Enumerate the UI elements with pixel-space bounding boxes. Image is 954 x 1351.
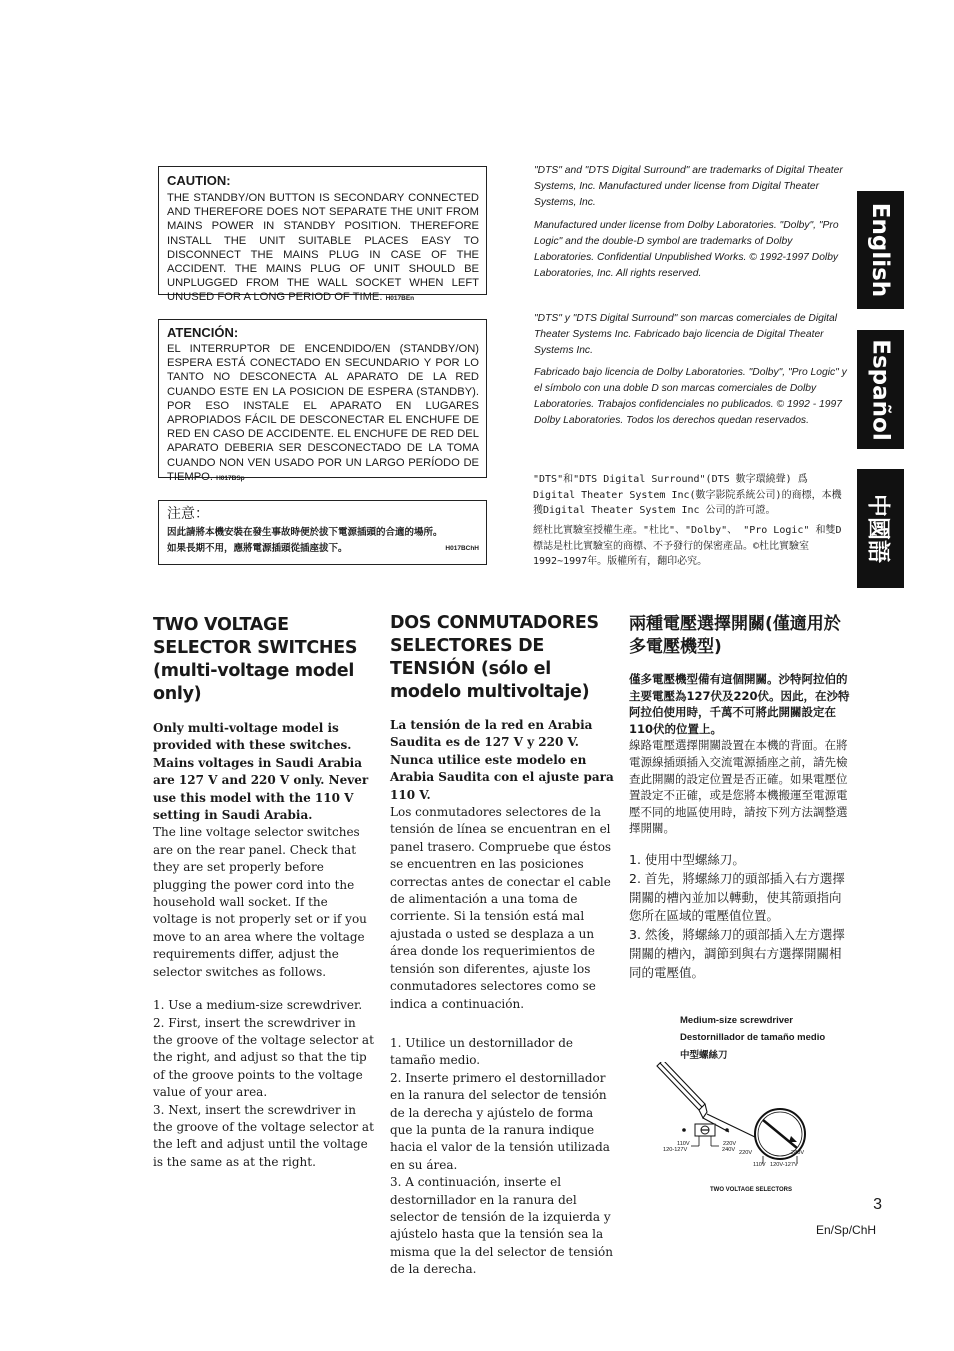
trademark-es-dolby: Fabricado bajo licencia de Dolby Laboratories. "Dolby", "Pro Logic" y el símbolo con una doble D son marcas comerciales de Dolby Laboratories. Trabajos confidenciales no publicados. © 1992 - 1997 Dolby Laboratories. Todos los derechos quedan reservados. (534, 367, 847, 426)
atencion-code: H017BSp (216, 474, 245, 482)
trademark-en-dts: "DTS" and "DTS Digital Surround" are trademarks of Digital Theater Systems, Inc. Manufactured under license from Digital Theater Systems, Inc. (534, 165, 843, 208)
trademark-en-dolby: Manufactured under license from Dolby Laboratories. "Dolby", "Pro Logic" and the double-D symbol are trademarks of Dolby Laboratories. Confidential Unpublished Works. © 1992-1997 Dolby Laboratories, Inc. All rights reserved. (534, 220, 839, 279)
step-3: 3. Next, insert the screwdriver in the groove of the voltage selector at the left and adjust until the voltage is the same as at the right. (153, 1102, 374, 1169)
caution-box-english (158, 166, 487, 304)
caution-code: H017BEn (385, 295, 415, 303)
left-label-240: 240V (722, 1147, 736, 1153)
zh-caution-line2: 如果長期不用，應將電源插頭從插座拔下。 H017BChH (167, 541, 479, 557)
section-chinese-body: 線路電壓選擇開關設置在本機的背面。在將電源線插頭插入交流電源插座之前，請先檢查此開關的設定位置是否正確。如果電壓位置設定不正確，或是您將本機搬運至電源電壓不同的地區使用時，請按下列方法調整選擇開關。 (629, 738, 848, 836)
tab-espanol-label: Español (867, 338, 894, 441)
trademark-zh-dts: "DTS"和"DTS Digital Surround"(DTS 數字環繞聲) 爲 Digital Theater System Inc(數字影院系統公司)的商標，本機獲Digital Theater System Inc 公司的許可證。 (533, 474, 842, 516)
step-1: 1. Use a medium-size screwdriver. (153, 998, 363, 1013)
atencion-body: EL INTERRUPTOR DE ENCENDIDO/EN (STANDBY/ON) ESPERA ESTÁ CONECTADO EN SECUNDARIO Y POR LO TANTO NO DESCONECTA AL APARATO DE LA RED CUANDO ESTE EN LA POSICION DE ESPERA (STANDBY). POR ESO INSTALE EL APARATO EN LUGARES APROPIADOS FÁCIL DE DESCONECTAR EL ENCHUFE DE RED EN CASO DE ACCIDENTE. EL ENCHUFE DE RED DEL APARATO DEBERIA SER DESCONECTADO DE LA TOMA CUANDO NON VEN USADO POR UN LARGO PERÍODO DE TIEMPO. H017BSp (167, 343, 479, 483)
right-label-220: 220V (739, 1150, 753, 1156)
step-2: 2. First, insert the screwdriver in the groove of the voltage selector at the right, and adjust so that the tip of the groove points to the voltage value of your area. (153, 1015, 374, 1100)
figure-caption: TWO VOLTAGE SELECTORS (710, 1187, 793, 1193)
left-label-110: 110V (677, 1141, 690, 1147)
figure-caption-es: Destornillador de tamaño medio (680, 1032, 826, 1043)
right-label-120-127: 120V-127V (770, 1162, 798, 1168)
paso-2: 2. Inserte primero el destornillador en la ranura del selector de tensión de la derecha y ajústelo de forma que la punta de la ranura indique hacia el valor de la tensión utilizada en su área. (390, 1070, 610, 1172)
zh-caution-code: H017BChH (445, 545, 479, 552)
caution-title: CAUTION: (167, 173, 231, 188)
paso-3: 3. A continuación, inserte el destornillador en la ranura del selector de tensión de la izquierda y ajústelo hasta que la tensión sea la misma que la del selector de tensión de la derecha. (390, 1175, 614, 1277)
trademark-es-dts: "DTS" y "DTS Digital Surround" son marcas comerciales de Digital Theater Systems Inc. Fabricado bajo licencia de Digital Theater Systems Inc. (534, 313, 838, 356)
trademark-zh-dolby: 經杜比實驗室授權生產。"杜比"、"Dolby"、 "Pro Logic" 和雙D標誌是杜比實驗室的商標、不予發行的保密產品。©杜比實驗室1992~1997年。版權所有，翻印必究。 (533, 525, 842, 567)
caution-body: THE STANDBY/ON BUTTON IS SECONDARY CONNECTED AND THEREFORE DOES NOT SEPARATE THE UNIT FROM MAINS POWER IN STANDBY POSITION. THEREFORE INSTALL THE UNIT SUITABLE PLACES EASY TO DISCONNECT THE MAINS PLUG IN CASE OF THE ACCIDENT. THE MAINS PLUG OF UNIT SHOULD BE UNPLUGGED FROM THE WALL SOCKET WHEN LEFT UNUSED FOR A LONG PERIOD OF TIME. H017BEn (167, 192, 479, 304)
tab-english-label: English (867, 202, 894, 298)
left-label-220: 220V (723, 1141, 737, 1147)
figure-caption-en: Medium-size screwdriver (680, 1015, 793, 1026)
tab-chinese (857, 469, 904, 588)
right-label-240: 240V (791, 1150, 805, 1156)
page-language-code: En/Sp/ChH (816, 1223, 877, 1237)
section-spanish-body: Los conmutadores selectores de la tensión de línea se encuentran en el panel trasero. Compruebe que éstos se encuentren en las posiciones correctas antes de conectar el cable de alimentación a una toma de corriente. Si la tensión está mal ajustada o usted se desplaza a un área donde los requerimientos de tensión son diferentes, ajuste los conmutadores selectores como se indica a continuación. (390, 805, 612, 1011)
tab-espanol (857, 330, 904, 449)
zh-caution-title: 注意： (167, 506, 209, 522)
zh-step-2: 2. 首先，將螺絲刀的頭部插入右方選擇開關的槽內並加以轉動，使其箭頭指向您所在區域的電壓值位置。 (629, 870, 845, 924)
section-chinese-lead: 僅多電壓機型備有這個開關。沙特阿拉伯的主要電壓為127伏及220伏。因此，在沙特阿拉伯使用時，千萬不可將此開關設定在110伏的位置上。 (629, 672, 850, 736)
right-label-110: 110V (753, 1162, 766, 1168)
section-chinese (629, 613, 851, 983)
voltage-selector-diagram (655, 1062, 845, 1197)
section-english-heading: TWO VOLTAGE SELECTOR SWITCHES (multi-voltage model only) (153, 615, 358, 704)
zh-caution-line1: 因此請將本機安裝在發生事故時便於拔下電源插頭的合適的場所。 (167, 527, 443, 538)
atencion-title: ATENCIÓN: (167, 325, 239, 340)
tab-chinese-label: 中國語 (865, 494, 891, 563)
section-chinese-steps (629, 851, 851, 983)
zh-step-3: 3. 然後，將螺絲刀的頭部插入左方選擇開關的槽內，調節到與右方選擇開關相同的電壓值。 (629, 927, 845, 980)
section-spanish (390, 612, 614, 1279)
section-chinese-heading: 兩種電壓選擇開關(僅適用於多電壓機型) (629, 614, 841, 657)
zh-step-1: 1. 使用中型螺絲刀。 (629, 851, 745, 867)
section-english-lead: Only multi-voltage model is provided with these switches. Mains voltages in Saudi Arabia are 127 V and 220 V only. Never use this model with the 110 V setting in Saudi Arabia. (153, 721, 369, 823)
left-label-120-127: 120-127V (663, 1147, 688, 1153)
section-spanish-lead: La tensión de la red en Arabia Saudita es de 127 V y 220 V. Nunca utilice este modelo en Arabia Saudita con el ajuste para 110 V. (390, 718, 614, 802)
caution-box-spanish (158, 319, 487, 483)
section-english-steps (153, 997, 375, 1171)
section-spanish-steps (390, 1035, 614, 1279)
section-spanish-heading: DOS CONMUTADORES SELECTORES DE TENSIÓN (sólo el modelo multivoltaje) (390, 613, 599, 702)
paso-1: 1. Utilice un destornillador de tamaño medio. (390, 1035, 573, 1068)
section-english (153, 614, 375, 1171)
page-number: 3 (873, 1196, 882, 1213)
caution-box-chinese (158, 500, 487, 565)
section-english-body: The line voltage selector switches are on the rear panel. Check that they are set properly before plugging the power cord into the household wall socket. If the voltage is not properly set or if you move to an area where the voltage requirements differ, adjust the selector switches as follows. (153, 825, 367, 979)
figure-caption-zh: 中型螺絲刀 (680, 1050, 728, 1061)
tab-english (857, 191, 904, 309)
